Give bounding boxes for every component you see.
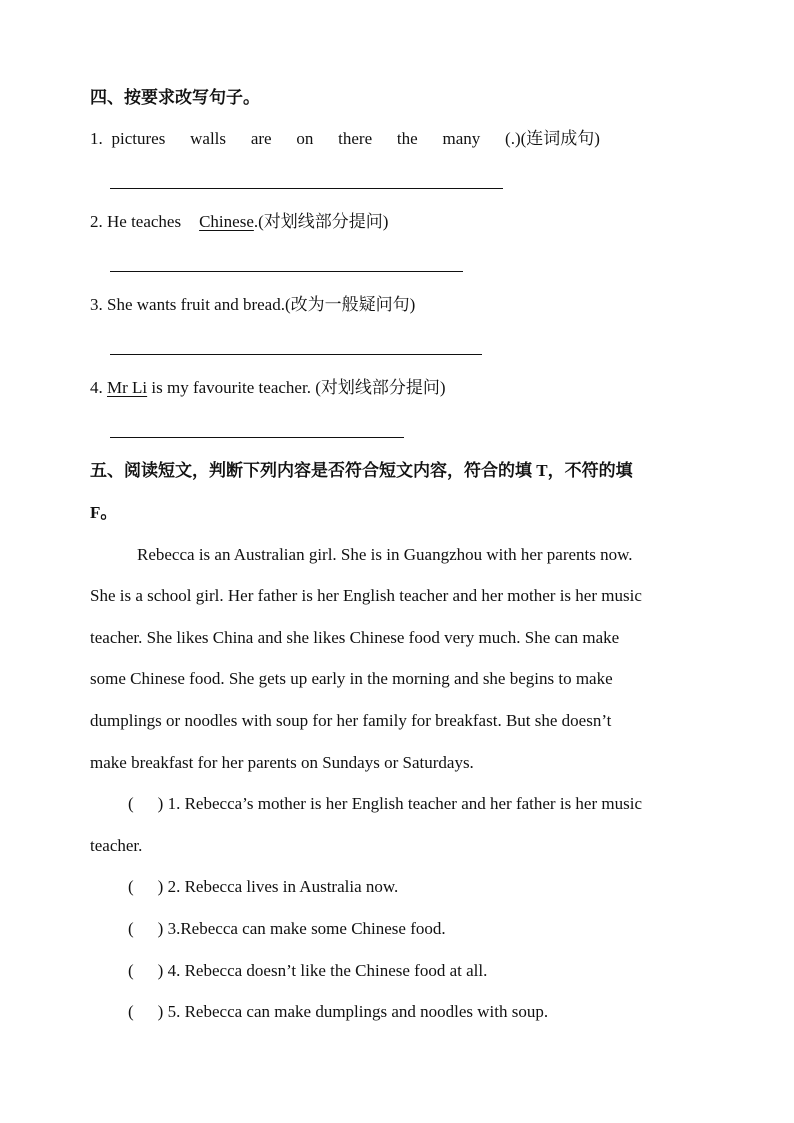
statement-text: 2. Rebecca lives in Australia now.: [167, 877, 399, 896]
statement-text: 5. Rebecca can make dumplings and noodles with soup.: [167, 1002, 549, 1021]
answer-bracket[interactable]: ( ): [128, 877, 164, 896]
statement-text: 4. Rebecca doesn’t like the Chinese food at all.: [167, 961, 488, 980]
question-2: [90, 212, 388, 232]
word-token: on: [296, 129, 314, 148]
statement-2: [128, 877, 398, 897]
statement-5: [128, 1002, 548, 1022]
answer-bracket[interactable]: ( ): [128, 1002, 164, 1021]
question-3: 3. She wants fruit and bread.(改为一般疑问句): [90, 295, 416, 314]
passage-line: She is a school girl. Her father is her English teacher and her mother is her music: [90, 586, 642, 605]
statement-text: 3.Rebecca can make some Chinese food.: [167, 919, 446, 938]
word-token: many: [442, 129, 481, 148]
section-5-title-line-2: F。: [90, 503, 118, 522]
question-2-instruction: .(对划线部分提问): [253, 212, 389, 231]
word-token: walls: [190, 129, 227, 148]
underlined-word: Chinese: [199, 212, 254, 231]
question-4: [90, 378, 446, 398]
answer-line-4[interactable]: [110, 437, 404, 438]
statement-1-continuation: teacher.: [90, 836, 143, 855]
answer-line-1[interactable]: [110, 188, 503, 189]
statement-text: 1. Rebecca’s mother is her English teacher and her father is her music: [167, 794, 642, 813]
passage-line: some Chinese food. She gets up early in the morning and she begins to make: [90, 669, 613, 688]
word-token: are: [250, 129, 272, 148]
answer-line-3[interactable]: [110, 354, 482, 355]
section-5-title-line-1: 五、阅读短文，判断下列内容是否符合短文内容，符合的填 T，不符的填: [90, 461, 633, 480]
answer-bracket[interactable]: ( ): [128, 919, 164, 938]
question-1-instruction: (.)(连词成句): [505, 129, 600, 148]
statement-3: [128, 919, 446, 939]
word-token: the: [396, 129, 418, 148]
answer-bracket[interactable]: ( ): [128, 961, 164, 980]
statement-1: [128, 794, 642, 814]
passage-line: dumplings or noodles with soup for her family for breakfast. But she doesn’t: [90, 711, 612, 730]
word-token: pictures: [111, 129, 166, 148]
passage-line: Rebecca is an Australian girl. She is in Guangzhou with her parents now.: [137, 545, 633, 564]
question-4-text: is my favourite teacher. (对划线部分提问): [147, 378, 446, 397]
underlined-word: Mr Li: [107, 378, 148, 397]
answer-bracket[interactable]: ( ): [128, 794, 164, 813]
question-2-text: 2. He teaches: [90, 212, 182, 231]
word-token: there: [338, 129, 373, 148]
question-1: [90, 129, 600, 149]
question-1-number: 1.: [90, 129, 103, 148]
passage-line: teacher. She likes China and she likes Chinese food very much. She can make: [90, 628, 620, 647]
passage-line: make breakfast for her parents on Sundays or Saturdays.: [90, 753, 474, 772]
question-4-number: 4.: [90, 378, 103, 397]
answer-line-2[interactable]: [110, 271, 463, 272]
section-4-title: 四、按要求改写句子。: [90, 88, 260, 107]
statement-4: [128, 961, 487, 981]
